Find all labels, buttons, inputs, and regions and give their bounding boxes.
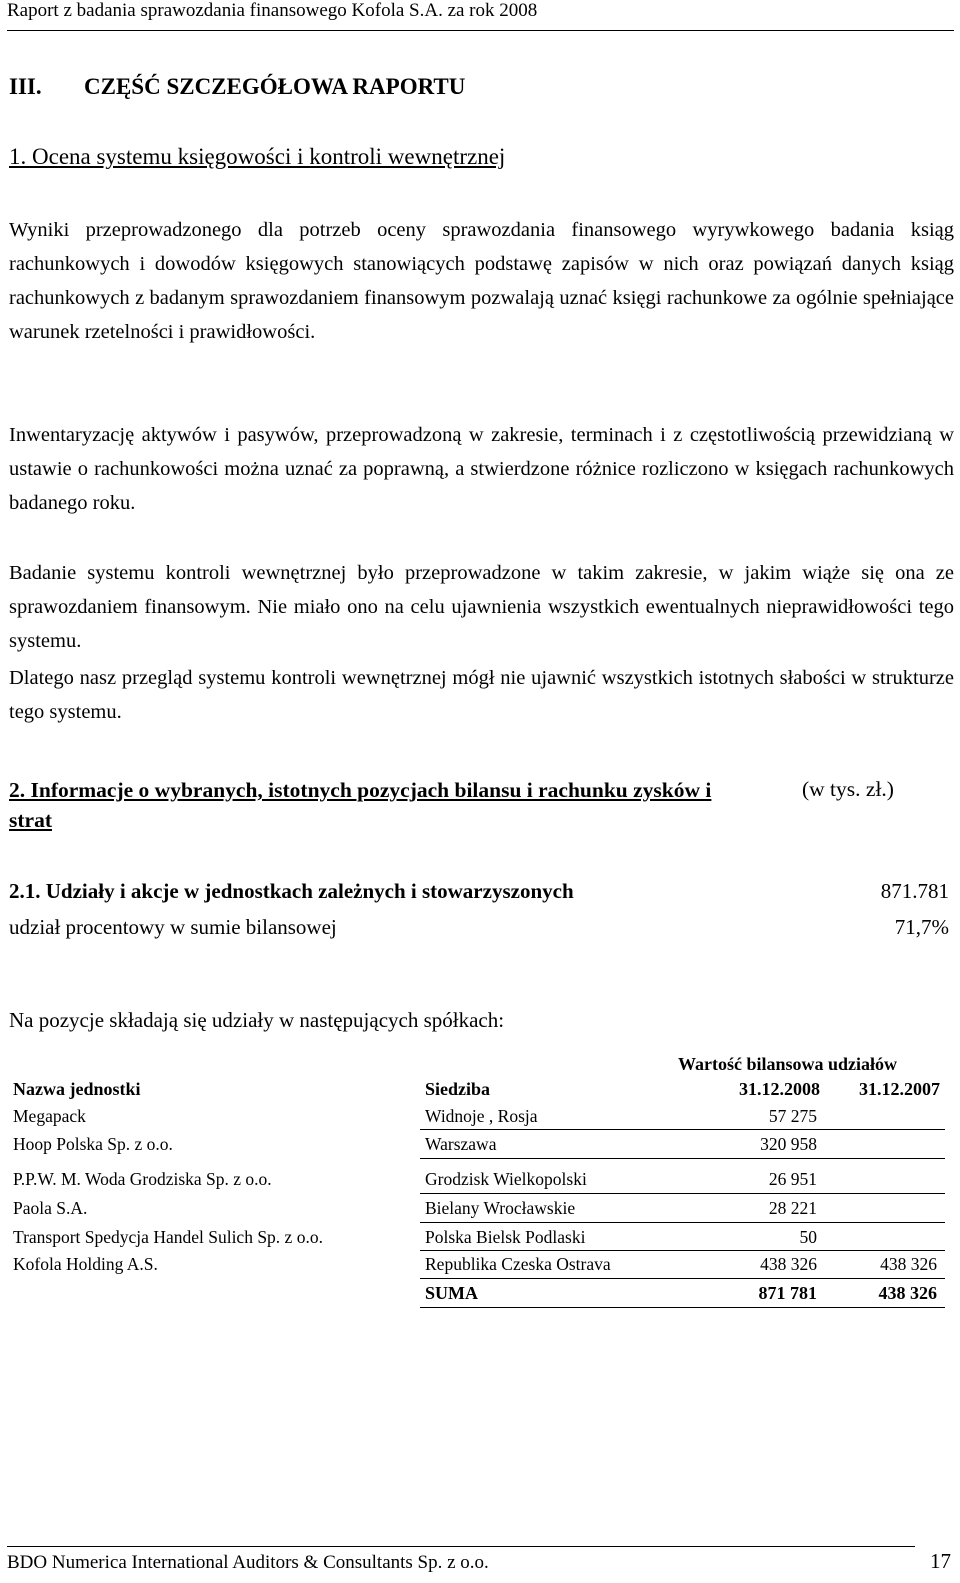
row-divider [420, 1250, 945, 1251]
percent-label: udział procentowy w sumie bilansowej [9, 915, 337, 939]
paragraph-3: Badanie systemu kontroli wewnętrznej było przeprowadzone w takim zakresie, w jakim wiąże się ona ze sprawozdaniem finansowym. Nie miało ono na celu ujawnienia wszystkich ewentualnych nieprawidłowości tego systemu. [9, 562, 954, 652]
paragraph-4: Dlatego nasz przegląd systemu kontroli wewnętrznej mógł nie ujawnić wszystkich istotnych słabości w strukturze tego systemu. [9, 667, 954, 723]
table-row-seat: Republika Czeska Ostrava [425, 1254, 611, 1274]
col-header-seat: Siedziba [425, 1079, 491, 1099]
total-2008: 871 781 [758, 1283, 817, 1303]
row-divider [420, 1222, 945, 1223]
total-divider [420, 1307, 945, 1308]
col-header-name: Nazwa jednostki [13, 1079, 141, 1099]
row-divider [420, 1158, 945, 1159]
col-header-2008: 31.12.2008 [739, 1079, 820, 1099]
col-header-2007: 31.12.2007 [859, 1079, 940, 1099]
table-row-seat: Grodzisk Wielkopolski [425, 1169, 587, 1189]
table-row-2008: 438 326 [760, 1254, 817, 1274]
table-row-seat: Bielany Wrocławskie [425, 1198, 576, 1218]
footer-divider [7, 1546, 915, 1547]
paragraph-1: Wyniki przeprowadzonego dla potrzeb oceny sprawozdania finansowego wyrywkowego badania ksiąg rachunkowych i dowodów księgowych stanowiących podstawę zapisów w nich oraz powiązań danych ksiąg rachunkowych z badanym sprawozdaniem finansowym pozwalają uznać księgi rachunkowe za ogólnie spełniające warunek rzetelności i prawidłowości. [9, 219, 954, 343]
header-divider [7, 30, 954, 31]
table-row-seat: Polska Bielsk Podlaski [425, 1227, 586, 1247]
percent-row [9, 915, 949, 940]
table-row-2008: 57 275 [768, 1106, 817, 1126]
subsection-value: 871.781 [880, 879, 949, 903]
table-row-name: Paola S.A. [13, 1198, 88, 1218]
table-row-2007: 438 326 [880, 1254, 937, 1274]
total-2007: 438 326 [878, 1283, 937, 1303]
table-row-name: Kofola Holding A.S. [13, 1254, 158, 1274]
row-divider [420, 1129, 945, 1130]
table-row-name: P.P.W. M. Woda Grodziska Sp. z o.o. [13, 1169, 272, 1189]
table-row-name: Megapack [13, 1106, 86, 1126]
table-row-seat: Warszawa [425, 1134, 497, 1154]
table-row-2008: 320 958 [760, 1134, 817, 1154]
table-row-2008: 28 221 [768, 1198, 817, 1218]
subsection-2-1 [9, 879, 949, 904]
page-number: 17 [930, 1549, 951, 1573]
percent-value: 71,7% [894, 915, 949, 939]
subsection-title: 2.1. Udziały i akcje w jednostkach zależnych i stowarzyszonych [9, 879, 574, 903]
heading-2: 2. Informacje o wybranych, istotnych pozycjach bilansu i rachunku zysków i strat [9, 778, 712, 832]
running-header: Raport z badania sprawozdania finansowego Kofola S.A. za rok 2008 [7, 0, 538, 21]
table-row-name: Transport Spedycja Handel Sulich Sp. z o.o. [13, 1227, 323, 1247]
heading-1: 1. Ocena systemu księgowości i kontroli wewnętrznej [9, 144, 506, 169]
total-label: SUMA [425, 1283, 478, 1303]
section-name: CZĘŚĆ SZCZEGÓŁOWA RAPORTU [84, 74, 466, 99]
section-number: III. [9, 74, 42, 99]
table-row-seat: Widnoje , Rosja [425, 1106, 538, 1126]
unit-label: (w tys. zł.) [802, 777, 894, 801]
footer-text: BDO Numerica International Auditors & Consultants Sp. z o.o. [7, 1552, 489, 1573]
paragraph-2: Inwentaryzację aktywów i pasywów, przeprowadzoną w zakresie, terminach i z częstotliwością przewidzianą w ustawie o rachunkowości można uznać za poprawną, a stwierdzone różnice rozliczono w księgach rachunkowych badanego roku. [9, 424, 954, 514]
table-row-2008: 50 [799, 1227, 817, 1247]
table-row-2008: 26 951 [768, 1169, 817, 1189]
table-row-name: Hoop Polska Sp. z o.o. [13, 1134, 173, 1154]
row-divider [420, 1278, 945, 1279]
section-title [9, 74, 465, 100]
table-group-header: Wartość bilansowa udziałów [678, 1054, 898, 1074]
table-intro: Na pozycje składają się udziały w następujących spółkach: [9, 1008, 505, 1032]
row-divider [420, 1193, 945, 1194]
